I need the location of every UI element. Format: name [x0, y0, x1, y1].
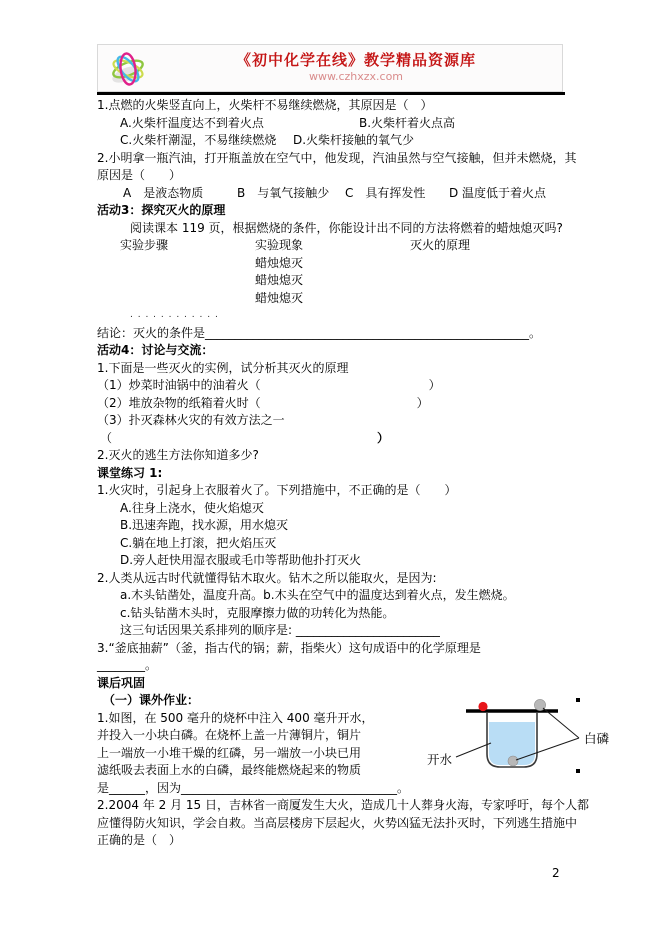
text-line — [97, 272, 565, 290]
text-segment: A 是液态物质 — [123, 185, 204, 200]
text-line: （3）扑灭森林火灾的有效方法之一 — [97, 413, 285, 427]
text-line — [97, 430, 565, 448]
text-segment: A.火柴杆温度达不到着火点 — [120, 115, 264, 130]
text-line: A.往身上浇水，使火焰熄灭 — [120, 500, 264, 515]
text-segment: D.火柴杆接触的氧气少 — [293, 133, 415, 147]
text-segment: ） — [377, 430, 390, 445]
text-line: 2.灭火的逃生方法你知道多少? — [97, 448, 259, 462]
text-line: 并投入一小块白磷。在烧杯上盖一片薄铜片，铜片 — [97, 728, 362, 742]
text-line: B.迅速奔跑，找水源，用水熄灭 — [120, 518, 289, 532]
text-segment: 蜡烛熄灭 — [255, 255, 304, 270]
selection-handle-bottom — [576, 769, 580, 773]
site-url: www.czhxzx.com — [308, 70, 404, 83]
text-segment: （ — [100, 430, 113, 445]
text-line: 2.2004 年 2 月 15 日，吉林省一商厦发生大火，造成几十人葬身火海，专家呼吁，每个人都 — [97, 798, 589, 812]
text-line — [97, 290, 565, 308]
text-line: 3.“釜底抽薪”（釜，指古代的锅；薪，指柴火）这句成语中的化学原理是 — [97, 640, 481, 655]
text-line: 2.人类从远古时代就懂得钻木取火。钻木之所以能取火，是因为: — [97, 570, 437, 585]
text-segment: 蜡烛熄灭 — [255, 273, 304, 287]
text-line: 原因是（ ） — [97, 168, 182, 182]
text-line: 2.小明拿一瓶汽油，打开瓶盖放在空气中，他发现，汽油虽然与空气接触，但并未燃烧，其 — [97, 150, 577, 165]
text-line: 1.如图，在 500 毫升的烧杯中注入 400 毫升开水， — [97, 710, 374, 725]
text-line: 1.火灾时，引起身上衣服着火了。下列措施中，不正确的是（ ） — [97, 483, 457, 497]
text-line: . . . . . . . . . . . . — [130, 310, 219, 320]
atom-logo-icon — [106, 47, 150, 91]
text-line: D.旁人赶快用湿衣服或毛巾等帮助他扑打灭火 — [120, 553, 362, 567]
site-title: 《初中化学在线》教学精品资源库 — [235, 51, 476, 69]
text-line: 这三句话因果关系排列的顺序是: ________________________ — [120, 623, 440, 637]
text-line: 滤纸吸去表面上水的白磷，最终能燃烧起来的物质 — [97, 763, 362, 777]
text-line: 活动3：探究灭火的原理 — [97, 203, 226, 217]
text-segment: B 与氧气接触少 — [237, 185, 330, 200]
text-line: 活动4：讨论与交流： — [97, 343, 214, 357]
header-divider — [97, 92, 565, 95]
text-line: c.钻头钻凿木头时，克服摩擦力做的功转化为热能。 — [120, 605, 395, 620]
text-line: （一）课外作业： — [103, 693, 200, 707]
header — [97, 44, 563, 92]
water-label: 开水 — [427, 752, 453, 767]
text-line — [97, 132, 565, 150]
text-line: （1）炒菜时油锅中的油着火（ ） — [97, 378, 441, 392]
text-line: 阅读课本 119 页，根据燃烧的条件，你能设计出不同的方法将燃着的蜡烛熄灭吗? — [130, 220, 563, 235]
leader-line-top — [543, 708, 579, 738]
text-line — [97, 255, 565, 273]
text-line: 应懂得防火知识，学会自救。当高层楼房下层起火，火势凶猛无法扑灭时，下列逃生措施中 — [97, 815, 578, 830]
text-line: 1.点燃的火柴竖直向上，火柴杆不易继续燃烧，其原因是（ ） — [97, 98, 433, 112]
text-line: C.躺在地上打滚，把火焰压灭 — [120, 535, 277, 550]
text-line: 结论：灭火的条件是______________________________________________________。 — [97, 325, 542, 340]
text-line: 上一端放一小堆干燥的红磷，另一端放一小块已用 — [97, 745, 362, 760]
text-line: 是______，因为____________________________________。 — [97, 780, 410, 795]
text-segment: 蜡烛熄灭 — [255, 290, 304, 305]
text-segment: 实验现象 — [255, 238, 304, 252]
page-number: 2 — [552, 866, 560, 880]
text-line: 1.下面是一些灭火的实例，试分析其灭火的原理 — [97, 360, 349, 375]
text-segment: D 温度低于着火点 — [449, 185, 547, 200]
red-phosphorus-dot — [478, 702, 487, 711]
experiment-figure — [425, 672, 625, 797]
text-line: 课后巩固 — [97, 675, 146, 690]
text-segment: C 具有挥发性 — [345, 185, 426, 200]
text-line: （2）堆放杂物的纸箱着火时（ ） — [97, 395, 429, 410]
white-phosphorus-label: 白磷 — [584, 731, 610, 746]
text-line: ________。 — [97, 658, 158, 672]
text-line: 课堂练习 1: — [97, 465, 163, 480]
text-line — [97, 237, 565, 255]
text-line — [97, 115, 565, 133]
text-segment: 灭火的原理 — [410, 238, 471, 252]
selection-handle-top — [576, 698, 580, 702]
text-line: a.木头钻凿处，温度升高。b.木头在空气中的温度达到着火点，发生燃烧。 — [120, 588, 515, 602]
white-phosphorus-dot-bottom — [508, 756, 518, 766]
text-segment: 实验步骤 — [120, 238, 169, 252]
text-segment: B.火柴杆着火点高 — [359, 115, 456, 130]
text-line: 正确的是（ ） — [97, 833, 182, 847]
water-pointer-line — [456, 743, 491, 757]
text-line — [97, 185, 565, 203]
text-segment: C.火柴杆潮湿，不易继续燃烧 — [120, 133, 277, 147]
